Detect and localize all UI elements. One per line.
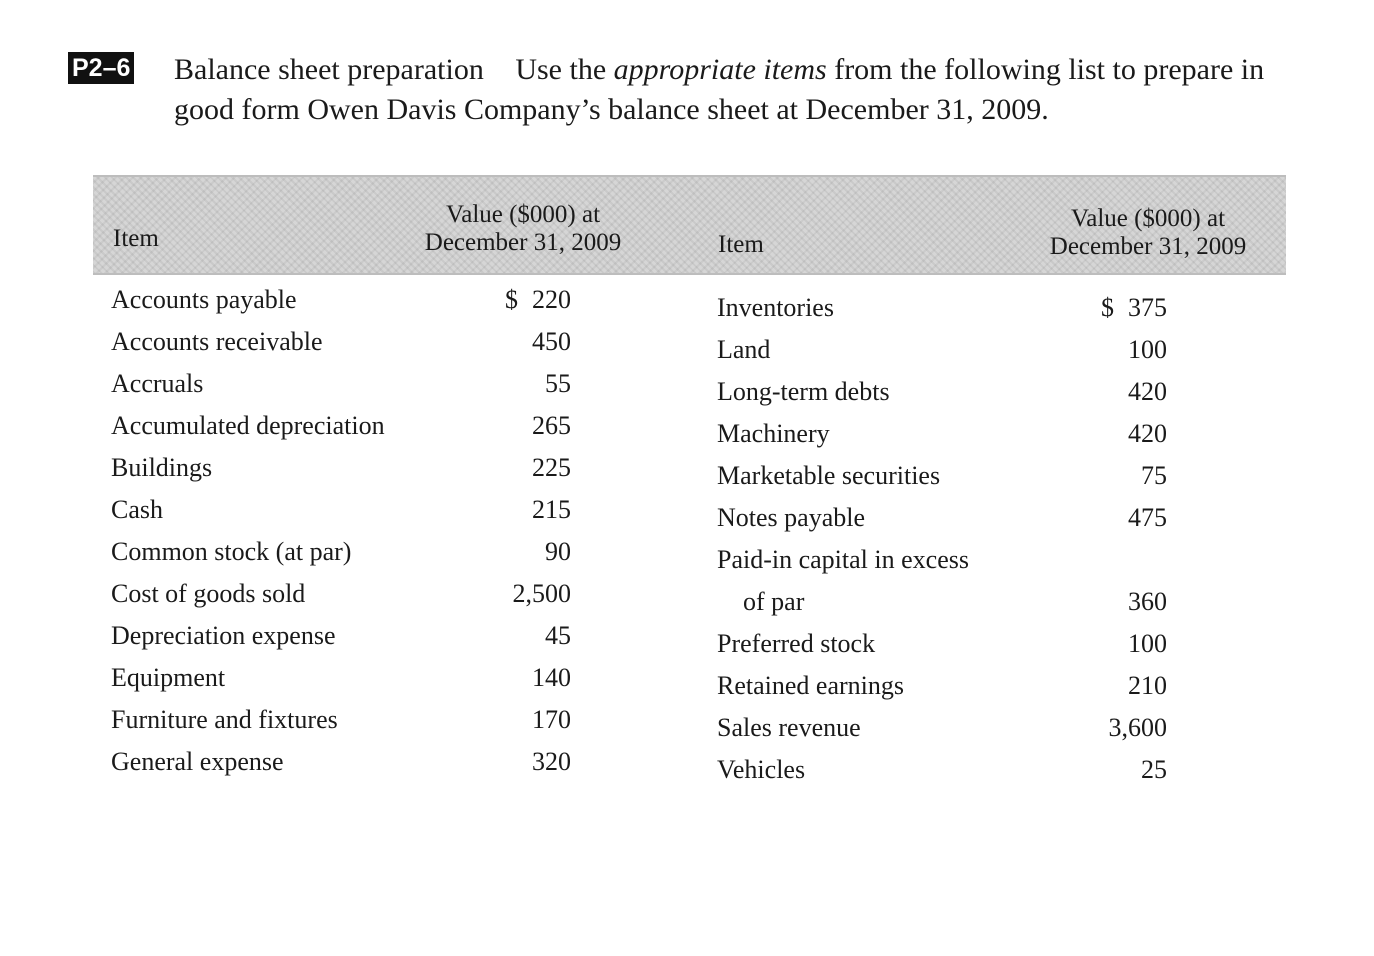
item-amount: 45 xyxy=(545,621,571,650)
item-value xyxy=(421,363,571,405)
item-amount: 215 xyxy=(532,495,571,524)
problem-heading: Balance sheet preparation xyxy=(174,53,484,86)
item-value xyxy=(1017,623,1167,665)
header-value-right xyxy=(1013,205,1283,261)
table-row xyxy=(111,405,571,447)
item-value xyxy=(421,489,571,531)
item-label: Inventories xyxy=(717,293,834,322)
table-row xyxy=(111,321,571,363)
item-value xyxy=(1017,707,1167,749)
header-value-left-line1: Value ($000) at xyxy=(445,201,601,228)
item-label: Cost of goods sold xyxy=(111,579,306,608)
item-amount: 90 xyxy=(545,537,571,566)
table-row xyxy=(111,741,571,783)
table-row xyxy=(111,699,571,741)
table-row xyxy=(111,615,571,657)
item-label: Vehicles xyxy=(717,755,806,784)
item-value xyxy=(1017,413,1167,455)
item-label: Sales revenue xyxy=(717,713,861,742)
table-row xyxy=(717,455,1167,497)
item-amount: 265 xyxy=(532,411,571,440)
problem-number-badge: P2–6 xyxy=(68,52,134,84)
item-value xyxy=(1017,287,1167,329)
prompt-text-emphasis: appropriate items xyxy=(613,53,827,86)
item-label: Buildings xyxy=(111,453,213,482)
item-amount: 2,500 xyxy=(512,579,571,608)
item-label: Paid-in capital in excess xyxy=(717,545,969,574)
item-value xyxy=(421,615,571,657)
item-amount: 220 xyxy=(532,285,571,314)
item-value xyxy=(1017,581,1167,623)
item-label: Accounts payable xyxy=(111,285,297,314)
item-value xyxy=(421,657,571,699)
item-amount: 140 xyxy=(532,663,571,692)
item-amount: 475 xyxy=(1128,503,1167,532)
table-row xyxy=(111,657,571,699)
item-value xyxy=(1017,329,1167,371)
item-label: Retained earnings xyxy=(717,671,904,700)
item-value xyxy=(421,699,571,741)
table-row xyxy=(111,363,571,405)
item-value xyxy=(1017,455,1167,497)
table-header xyxy=(93,175,1286,275)
problem-prompt xyxy=(174,50,1294,130)
item-value xyxy=(421,321,571,363)
table-row xyxy=(717,287,1167,329)
item-amount: 375 xyxy=(1128,293,1167,322)
table-row xyxy=(717,371,1167,413)
header-item-right: Item xyxy=(718,231,764,258)
currency-symbol: $ xyxy=(505,285,518,314)
table-row xyxy=(717,665,1167,707)
item-label: Equipment xyxy=(111,663,226,692)
currency-symbol: $ xyxy=(1101,293,1114,322)
table-row xyxy=(717,707,1167,749)
header-value-right-line2: December 31, 2009 xyxy=(1049,233,1247,260)
item-value xyxy=(421,573,571,615)
item-label: Accumulated depreciation xyxy=(111,411,385,440)
item-amount: 25 xyxy=(1141,755,1167,784)
item-label: Common stock (at par) xyxy=(111,537,352,566)
balance-items-table xyxy=(93,175,1286,784)
right-column xyxy=(717,287,1167,791)
item-label: General expense xyxy=(111,747,284,776)
table-row xyxy=(717,749,1167,791)
item-value xyxy=(1017,371,1167,413)
table-row xyxy=(717,623,1167,665)
table-row xyxy=(111,489,571,531)
item-label: Notes payable xyxy=(717,503,866,532)
item-label: Accruals xyxy=(111,369,204,398)
item-amount: 75 xyxy=(1141,461,1167,490)
item-label: Cash xyxy=(111,495,163,524)
item-amount: 225 xyxy=(532,453,571,482)
item-amount: 360 xyxy=(1128,587,1167,616)
table-row xyxy=(717,329,1167,371)
item-label: Preferred stock xyxy=(717,629,876,658)
table-row xyxy=(717,539,1167,581)
table-row xyxy=(717,497,1167,539)
item-label: Long-term debts xyxy=(717,377,890,406)
table-row xyxy=(111,531,571,573)
left-column xyxy=(111,279,571,783)
header-value-left-line2: December 31, 2009 xyxy=(424,229,622,256)
item-amount: 420 xyxy=(1128,377,1167,406)
item-value xyxy=(1017,749,1167,791)
table-row xyxy=(717,413,1167,455)
item-value xyxy=(1017,497,1167,539)
item-amount: 55 xyxy=(545,369,571,398)
item-label: of par xyxy=(743,587,805,616)
header-item-left: Item xyxy=(113,225,159,252)
item-value xyxy=(421,531,571,573)
prompt-text-before: Use the xyxy=(515,53,607,86)
header-value-right-line1: Value ($000) at xyxy=(1070,205,1226,232)
item-label: Depreciation expense xyxy=(111,621,336,650)
item-amount: 100 xyxy=(1128,629,1167,658)
item-label: Land xyxy=(717,335,771,364)
table-row xyxy=(111,279,571,321)
item-label: Furniture and fixtures xyxy=(111,705,338,734)
item-amount: 420 xyxy=(1128,419,1167,448)
table-row xyxy=(111,573,571,615)
item-amount: 320 xyxy=(532,747,571,776)
item-value xyxy=(1017,665,1167,707)
item-label: Machinery xyxy=(717,419,830,448)
table-row xyxy=(717,581,1167,623)
header-value-left xyxy=(393,201,653,257)
item-value xyxy=(421,741,571,783)
item-label: Marketable securities xyxy=(717,461,941,490)
item-value xyxy=(421,279,571,321)
item-amount: 170 xyxy=(532,705,571,734)
item-amount: 100 xyxy=(1128,335,1167,364)
table-row xyxy=(111,447,571,489)
prompt-text-after: from the following list to prepare in good form Owen Davis Company’s balance sheet at December 31, 2009. xyxy=(174,53,1265,126)
item-label: Accounts receivable xyxy=(111,327,323,356)
item-value xyxy=(421,405,571,447)
item-amount: 450 xyxy=(532,327,571,356)
item-amount: 3,600 xyxy=(1108,713,1167,742)
item-value xyxy=(421,447,571,489)
item-amount: 210 xyxy=(1128,671,1167,700)
